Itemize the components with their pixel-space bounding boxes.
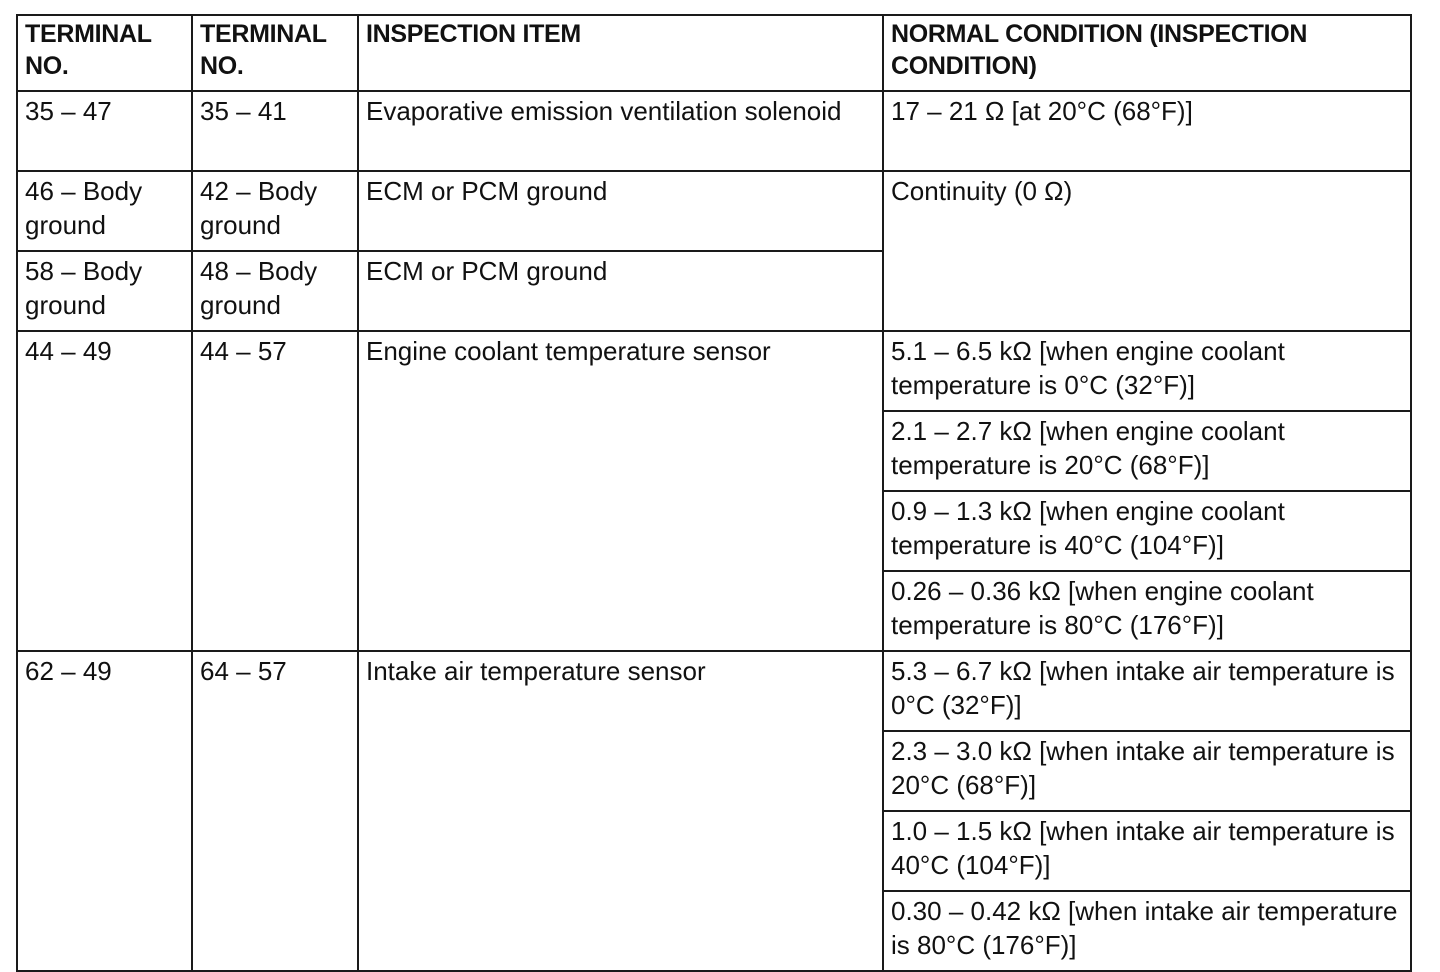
condition-cell: 2.1 – 2.7 kΩ [when engine coolant temperature is 20°C (68°F)]	[883, 411, 1411, 491]
terminal-b-cell: 35 – 41	[192, 91, 358, 171]
inspection-item-cell: Intake air temperature sensor	[358, 651, 883, 971]
terminal-b-cell: 42 – Body ground	[192, 171, 358, 251]
inspection-table	[16, 14, 1412, 972]
condition-cell: 0.30 – 0.42 kΩ [when intake air temperature is 80°C (176°F)]	[883, 891, 1411, 971]
terminal-a-cell: 44 – 49	[17, 331, 192, 651]
header-inspection-item: INSPECTION ITEM	[358, 15, 883, 91]
terminal-a-cell: 35 – 47	[17, 91, 192, 171]
terminal-a-cell: 46 – Body ground	[17, 171, 192, 251]
table-header-row	[17, 15, 1411, 91]
inspection-item-cell: Evaporative emission ventilation solenoid	[358, 91, 883, 171]
inspection-item-cell: Engine coolant temperature sensor	[358, 331, 883, 651]
table-row	[17, 171, 1411, 251]
condition-cell: Continuity (0 Ω)	[883, 171, 1411, 331]
terminal-b-cell: 44 – 57	[192, 331, 358, 651]
terminal-a-cell: 58 – Body ground	[17, 251, 192, 331]
header-terminal-no-2: TERMINAL NO.	[192, 15, 358, 91]
condition-cell: 2.3 – 3.0 kΩ [when intake air temperature is 20°C (68°F)]	[883, 731, 1411, 811]
condition-cell: 17 – 21 Ω [at 20°C (68°F)]	[883, 91, 1411, 171]
table-row	[17, 331, 1411, 411]
condition-cell: 0.26 – 0.36 kΩ [when engine coolant temperature is 80°C (176°F)]	[883, 571, 1411, 651]
inspection-item-cell: ECM or PCM ground	[358, 171, 883, 251]
inspection-item-cell: ECM or PCM ground	[358, 251, 883, 331]
condition-cell: 5.3 – 6.7 kΩ [when intake air temperature is 0°C (32°F)]	[883, 651, 1411, 731]
table-row	[17, 651, 1411, 731]
terminal-b-cell: 64 – 57	[192, 651, 358, 971]
header-normal-condition: NORMAL CONDITION (INSPECTION CONDITION)	[883, 15, 1411, 91]
condition-cell: 5.1 – 6.5 kΩ [when engine coolant temperature is 0°C (32°F)]	[883, 331, 1411, 411]
table-row	[17, 91, 1411, 171]
condition-cell: 1.0 – 1.5 kΩ [when intake air temperature is 40°C (104°F)]	[883, 811, 1411, 891]
terminal-b-cell: 48 – Body ground	[192, 251, 358, 331]
header-terminal-no-1: TERMINAL NO.	[17, 15, 192, 91]
condition-cell: 0.9 – 1.3 kΩ [when engine coolant temperature is 40°C (104°F)]	[883, 491, 1411, 571]
terminal-a-cell: 62 – 49	[17, 651, 192, 971]
